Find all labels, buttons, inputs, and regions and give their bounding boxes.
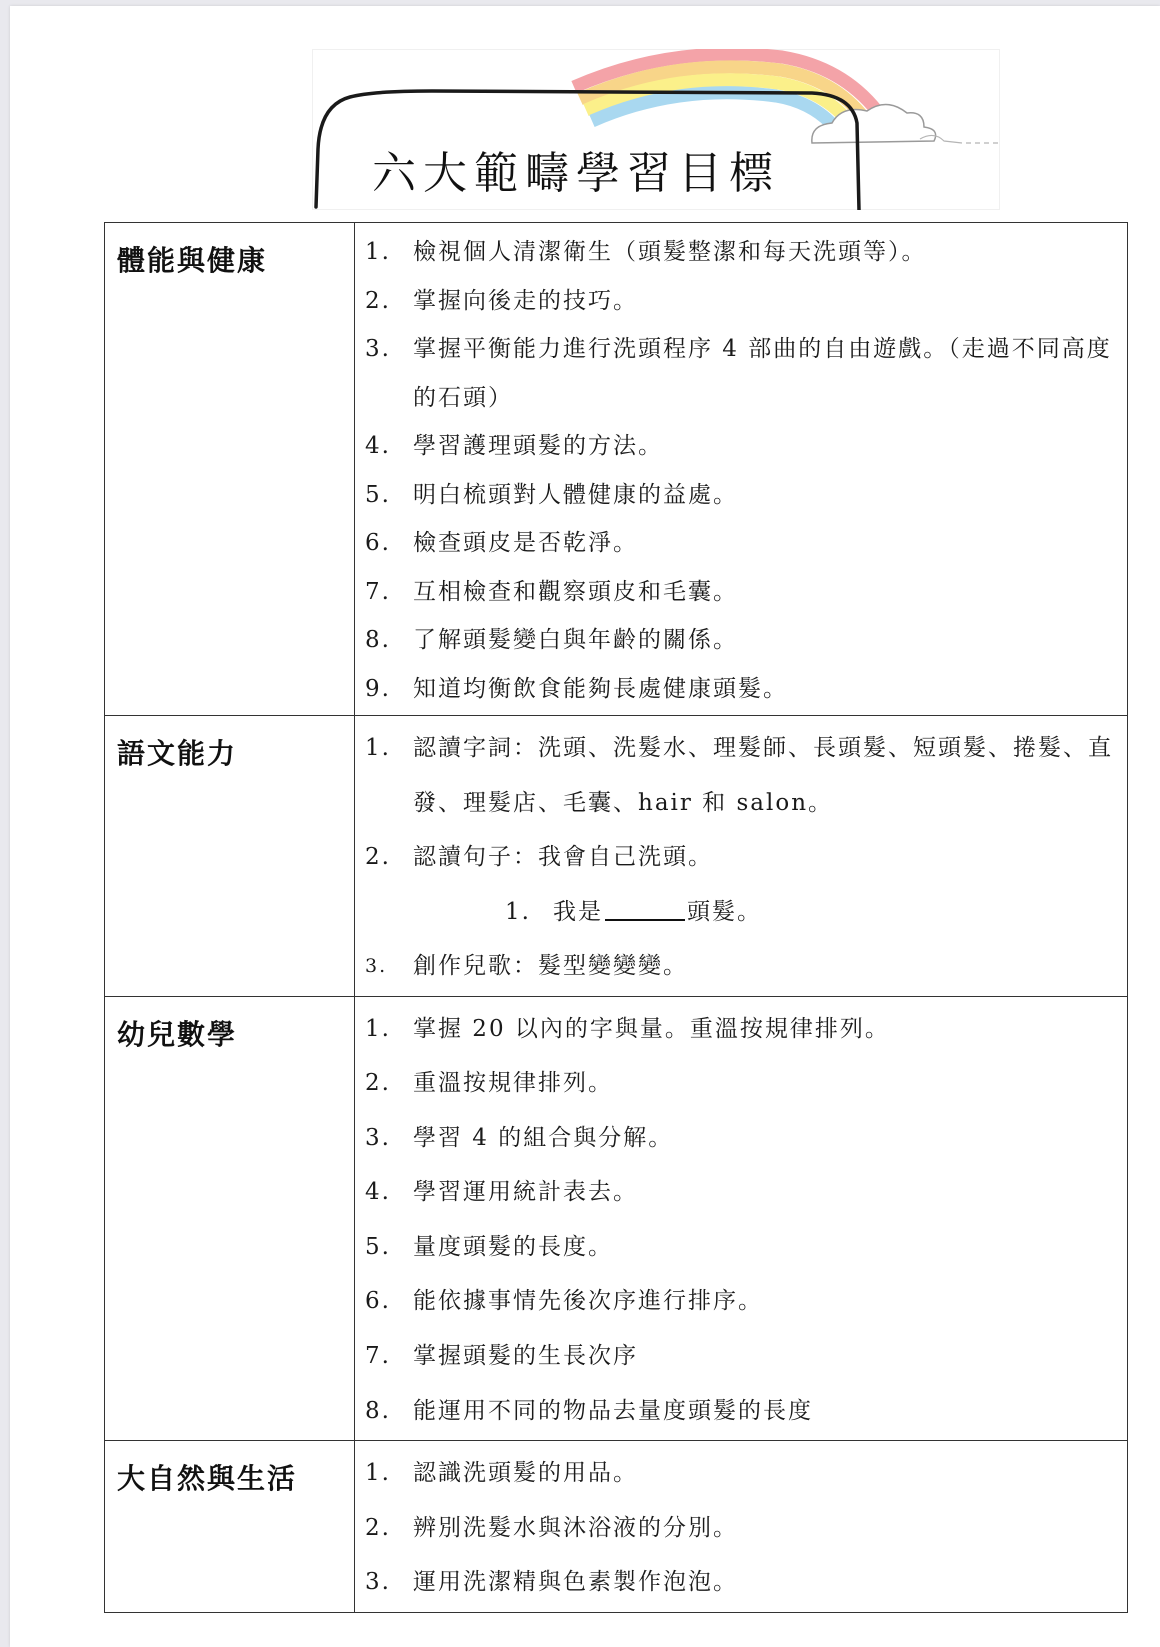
objective-item: 8. 了解頭髮變白與年齡的關係。 xyxy=(365,627,738,653)
objective-item: 4. 學習運用統計表去。 xyxy=(365,1179,638,1206)
objective-item: 6. 檢查頭皮是否乾淨。 xyxy=(365,530,638,556)
objective-item: 3. 運用洗潔精與色素製作泡泡。 xyxy=(365,1569,738,1596)
objective-item: 4. 學習護理頭髮的方法。 xyxy=(365,433,663,459)
objective-item: 2. 重溫按規律排列。 xyxy=(365,1070,613,1097)
area-items-cell xyxy=(355,716,1128,997)
area-name: 幼兒數學 xyxy=(117,1017,238,1051)
objective-item: 8. 能運用不同的物品去量度頭髮的長度 xyxy=(365,1397,813,1424)
area-items-cell xyxy=(355,996,1128,1441)
objective-item: 2. 認讀句子：我會自己洗頭。 xyxy=(365,844,713,870)
area-name: 語文能力 xyxy=(117,737,238,770)
objective-list xyxy=(355,997,1127,1441)
objective-item: 5. 量度頭髮的長度。 xyxy=(365,1233,613,1260)
title-banner xyxy=(312,49,1000,210)
objective-list xyxy=(355,716,1127,996)
objective-item: 1. 檢視個人清潔衛生（頭髮整潔和每天洗頭等）。 xyxy=(365,239,927,265)
area-name: 體能與健康 xyxy=(117,244,268,277)
area-name: 大自然與生活 xyxy=(117,1462,298,1496)
fill-in-blank-line xyxy=(605,899,685,921)
objective-item: 7. 掌握頭髮的生長次序 xyxy=(365,1343,638,1370)
objective-item: 9. 知道均衡飲食能夠長處健康頭髮。 xyxy=(365,675,788,702)
area-row-language xyxy=(105,716,1128,997)
sentence-start: 我是 xyxy=(553,898,603,925)
objective-item: 3. 學習 4 的組合與分解。 xyxy=(365,1124,674,1151)
area-items-cell xyxy=(355,1441,1128,1613)
objective-list xyxy=(355,223,1127,715)
objective-item: 3. 創作兒歌：髮型變變變。 xyxy=(365,953,688,979)
sentence-end: 頭髮。 xyxy=(687,898,762,925)
objective-item: 3. 掌握平衡能力進行洗頭程序 4 部曲的自由遊戲。（走過不同高度的石頭） xyxy=(365,336,1112,411)
objective-item: 5. 明白梳頭對人體健康的益處。 xyxy=(365,481,738,508)
objective-item: 2. 辨別洗髮水與沐浴液的分別。 xyxy=(365,1514,738,1541)
objective-item: 7. 互相檢查和觀察頭皮和毛囊。 xyxy=(365,578,738,605)
objective-item: 6. 能依據事情先後次序進行排序。 xyxy=(365,1288,763,1315)
area-name-cell xyxy=(105,996,355,1441)
objective-item: 1. 認識洗頭髮的用品。 xyxy=(365,1460,638,1487)
objectives-table xyxy=(104,222,1128,1613)
area-name-cell xyxy=(105,1441,355,1613)
area-row-math xyxy=(105,996,1128,1441)
objective-item: 1. 掌握 20 以內的字與量。重溫按規律排列。 xyxy=(365,1015,890,1042)
area-items-cell xyxy=(355,223,1128,716)
area-row-health xyxy=(105,223,1128,716)
objective-item: 1. 認讀字詞：洗頭、洗髮水、理髮師、長頭髮、短頭髮、捲髮、直發、理髮店、毛囊、hair 和 salon。 xyxy=(365,735,1113,816)
area-row-nature xyxy=(105,1441,1128,1613)
objective-subitem: 1. 我是 頭髮。 xyxy=(505,898,762,925)
area-name-cell xyxy=(105,223,355,716)
objective-list xyxy=(355,1441,1127,1612)
page-title: 六大範疇學習目標 xyxy=(372,148,780,199)
objective-item: 2. 掌握向後走的技巧。 xyxy=(365,287,638,314)
area-name-cell xyxy=(105,716,355,997)
document-page xyxy=(10,6,1160,1647)
